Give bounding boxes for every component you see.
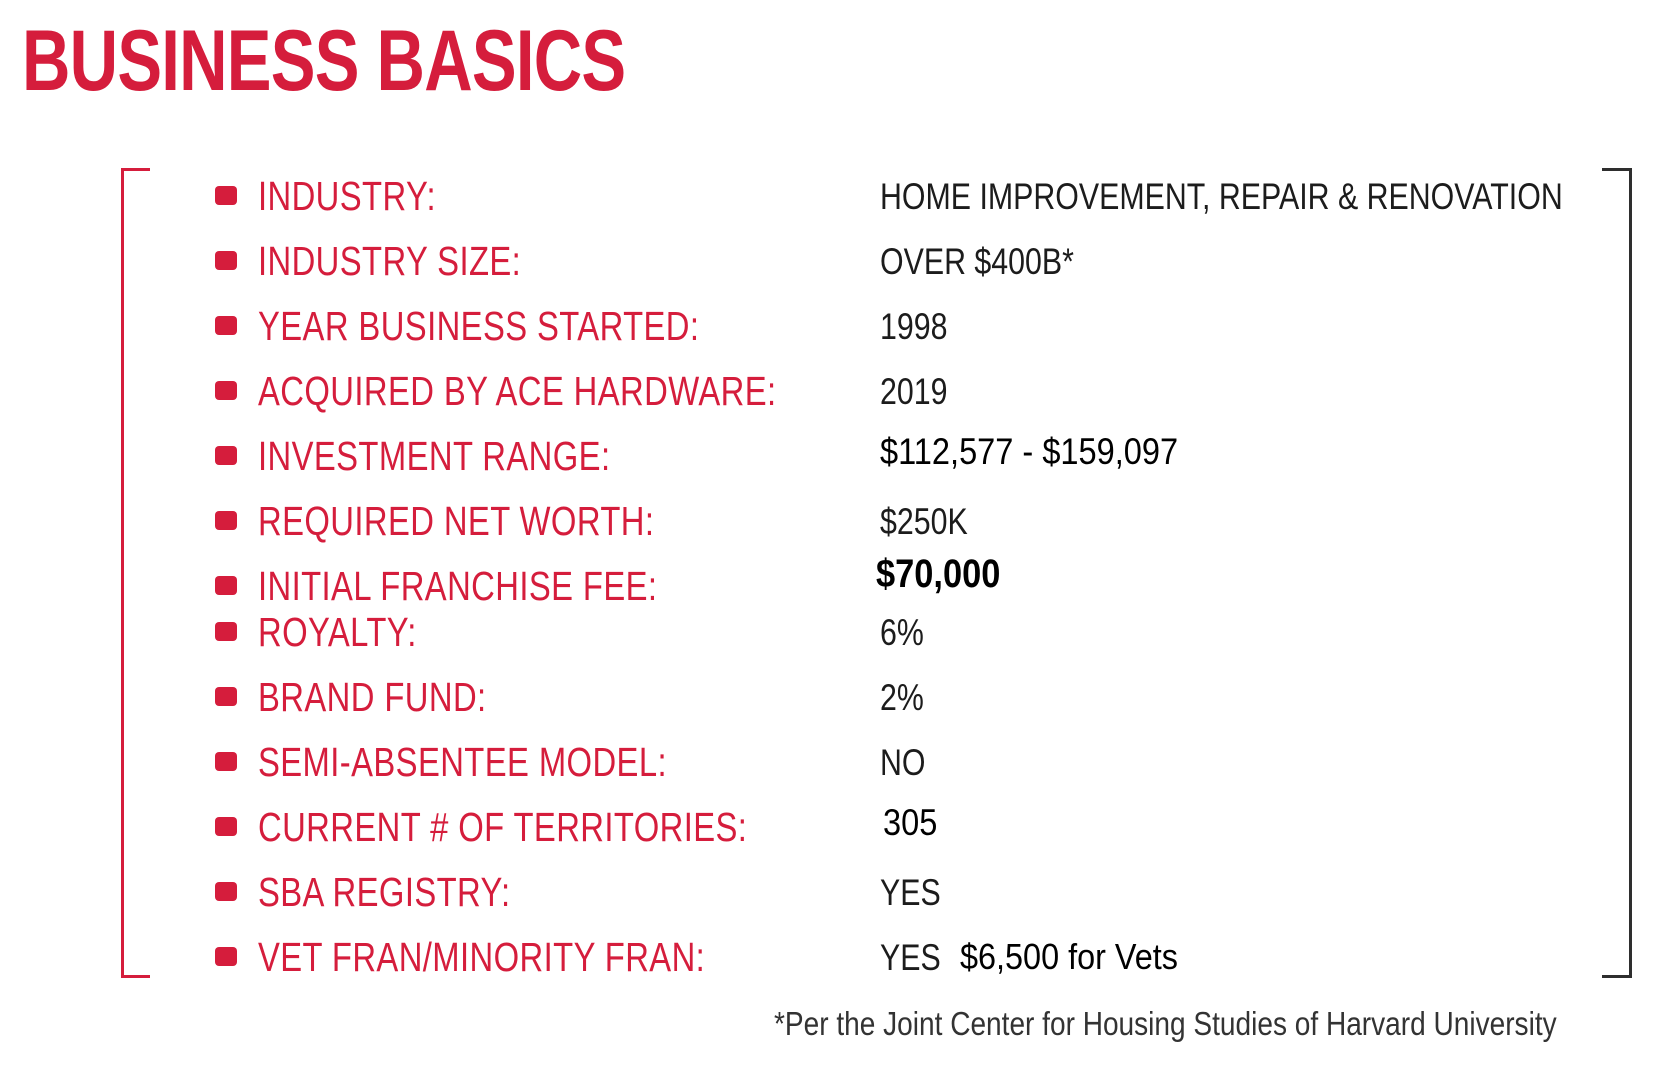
bullet-icon <box>215 817 237 836</box>
investment-range-label: INVESTMENT RANGE: <box>258 433 611 479</box>
year-started-label: YEAR BUSINESS STARTED: <box>258 303 700 349</box>
row-vet-fran <box>0 931 1662 981</box>
net-worth-value: $250K <box>880 501 968 542</box>
page-title: BUSINESS BASICS <box>22 13 626 109</box>
year-started-value: 1998 <box>880 306 948 347</box>
sba-registry-label: SBA REGISTRY: <box>258 869 511 915</box>
territories-value: 305 <box>883 802 938 843</box>
acquired-label: ACQUIRED BY ACE HARDWARE: <box>258 368 777 414</box>
bullet-icon <box>215 687 237 706</box>
row-sba-registry <box>0 866 1662 916</box>
row-territories <box>0 801 1662 851</box>
investment-range-value: $112,577 - $159,097 <box>880 431 1179 472</box>
row-royalty <box>0 606 1662 656</box>
row-franchise-fee <box>0 552 1662 610</box>
semi-absentee-value: NO <box>880 742 926 783</box>
bullet-icon <box>215 511 237 530</box>
bullet-icon <box>215 446 237 465</box>
industry-label: INDUSTRY: <box>258 173 436 219</box>
brand-fund-label: BRAND FUND: <box>258 674 487 720</box>
industry-size-value: OVER $400B* <box>880 241 1074 282</box>
bullet-icon <box>215 186 237 205</box>
row-investment-range <box>0 430 1662 480</box>
bullet-icon <box>215 622 237 641</box>
row-industry <box>0 170 1662 220</box>
industry-size-label: INDUSTRY SIZE: <box>258 238 522 284</box>
brand-fund-value: 2% <box>880 677 924 718</box>
franchise-fee-label: INITIAL FRANCHISE FEE: <box>258 563 658 609</box>
bullet-icon <box>215 947 237 966</box>
row-acquired <box>0 365 1662 415</box>
bullet-icon <box>215 381 237 400</box>
bullet-icon <box>215 882 237 901</box>
net-worth-label: REQUIRED NET WORTH: <box>258 498 655 544</box>
bullet-icon <box>215 576 237 595</box>
bullet-icon <box>215 251 237 270</box>
sba-registry-value: YES <box>880 872 941 913</box>
territories-label: CURRENT # OF TERRITORIES: <box>258 804 748 850</box>
vet-discount-note: $6,500 for Vets <box>960 936 1178 977</box>
semi-absentee-label: SEMI-ABSENTEE MODEL: <box>258 739 667 785</box>
row-brand-fund <box>0 671 1662 721</box>
royalty-label: ROYALTY: <box>258 609 417 655</box>
row-year-started <box>0 300 1662 350</box>
industry-value: HOME IMPROVEMENT, REPAIR & RENOVATION <box>880 176 1563 217</box>
acquired-value: 2019 <box>880 371 948 412</box>
vet-fran-value: YES <box>880 937 941 978</box>
bullet-icon <box>215 752 237 771</box>
row-semi-absentee <box>0 736 1662 786</box>
franchise-fee-value: $70,000 <box>876 552 1001 596</box>
row-net-worth <box>0 495 1662 545</box>
royalty-value: 6% <box>880 612 924 653</box>
footnote: *Per the Joint Center for Housing Studies of Harvard University <box>774 1005 1557 1042</box>
row-industry-size <box>0 235 1662 285</box>
bullet-icon <box>215 316 237 335</box>
vet-fran-label: VET FRAN/MINORITY FRAN: <box>258 934 706 980</box>
